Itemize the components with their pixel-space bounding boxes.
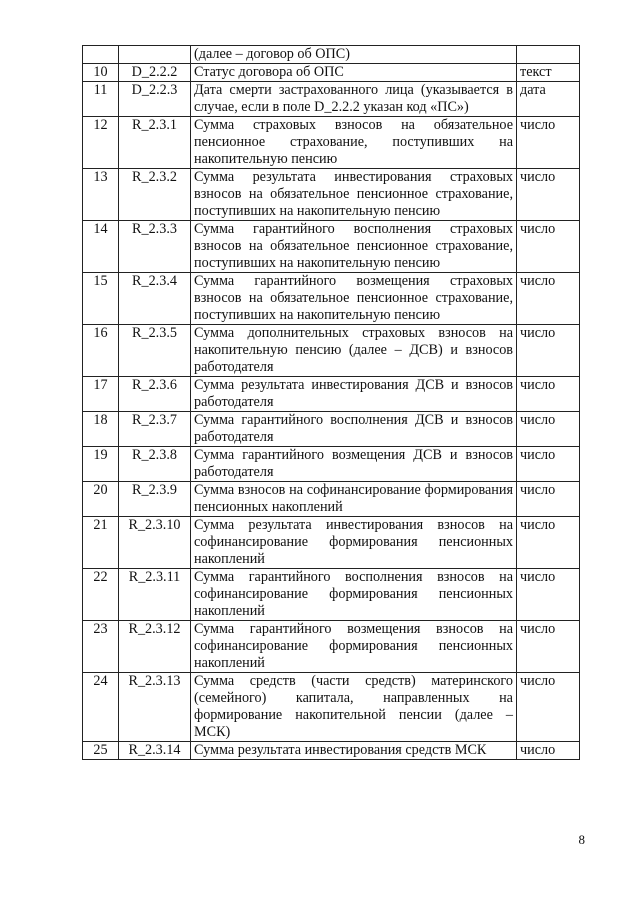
field-code: R_2.3.8	[119, 447, 191, 482]
table-row	[83, 377, 580, 412]
table-row	[83, 117, 580, 169]
page-number: 8	[578, 832, 585, 847]
field-description: Сумма средств (части средств) материнского (семейного) капитала, направленных на формирование накопительной пенсии (далее – МСК)	[191, 673, 517, 742]
field-code: D_2.2.3	[119, 82, 191, 117]
field-code: R_2.3.4	[119, 273, 191, 325]
table-row	[83, 46, 580, 64]
row-number: 18	[83, 412, 119, 447]
row-number: 22	[83, 569, 119, 621]
field-type: число	[517, 169, 580, 221]
row-number: 17	[83, 377, 119, 412]
field-type: число	[517, 482, 580, 517]
field-description: Сумма взносов на софинансирование формирования пенсионных накоплений	[191, 482, 517, 517]
field-description: Сумма гарантийного возмещения ДСВ и взносов работодателя	[191, 447, 517, 482]
row-number: 16	[83, 325, 119, 377]
field-description: Сумма гарантийного восполнения страховых взносов на обязательное пенсионное страхование, поступивших на накопительную пенсию	[191, 221, 517, 273]
table-row	[83, 569, 580, 621]
field-description: Сумма результата инвестирования средств МСК	[191, 742, 517, 760]
field-description: Сумма гарантийного восполнения взносов на софинансирование формирования пенсионных накоплений	[191, 569, 517, 621]
row-number: 25	[83, 742, 119, 760]
field-description: Сумма страховых взносов на обязательное пенсионное страхование, поступивших на накопительную пенсию	[191, 117, 517, 169]
field-type: число	[517, 673, 580, 742]
table-row	[83, 273, 580, 325]
table-row	[83, 621, 580, 673]
row-number: 24	[83, 673, 119, 742]
field-type: дата	[517, 82, 580, 117]
row-number	[83, 46, 119, 64]
field-description: Сумма гарантийного возмещения страховых взносов на обязательное пенсионное страхование, поступивших на накопительную пенсию	[191, 273, 517, 325]
field-type: число	[517, 447, 580, 482]
field-description: Статус договора об ОПС	[191, 64, 517, 82]
field-code: R_2.3.10	[119, 517, 191, 569]
row-number: 19	[83, 447, 119, 482]
field-code: R_2.3.13	[119, 673, 191, 742]
row-number: 10	[83, 64, 119, 82]
table-row	[83, 412, 580, 447]
field-type: число	[517, 569, 580, 621]
field-code: R_2.3.5	[119, 325, 191, 377]
table-row	[83, 447, 580, 482]
field-type: число	[517, 742, 580, 760]
row-number: 13	[83, 169, 119, 221]
field-type: число	[517, 221, 580, 273]
row-number: 21	[83, 517, 119, 569]
table-row	[83, 325, 580, 377]
field-code: R_2.3.1	[119, 117, 191, 169]
field-code: D_2.2.2	[119, 64, 191, 82]
table-row	[83, 169, 580, 221]
field-type: число	[517, 273, 580, 325]
field-description: Сумма гарантийного возмещения взносов на софинансирование формирования пенсионных накоплений	[191, 621, 517, 673]
field-type: число	[517, 621, 580, 673]
table-row	[83, 673, 580, 742]
row-number: 12	[83, 117, 119, 169]
row-number: 23	[83, 621, 119, 673]
field-code	[119, 46, 191, 64]
field-code: R_2.3.14	[119, 742, 191, 760]
field-type: число	[517, 517, 580, 569]
table-row	[83, 82, 580, 117]
field-description: Сумма гарантийного восполнения ДСВ и взносов работодателя	[191, 412, 517, 447]
field-description: (далее – договор об ОПС)	[191, 46, 517, 64]
table-row	[83, 517, 580, 569]
field-description: Дата смерти застрахованного лица (указывается в случае, если в поле D_2.2.2 указан код «ПС»)	[191, 82, 517, 117]
field-code: R_2.3.11	[119, 569, 191, 621]
field-type: число	[517, 377, 580, 412]
field-code: R_2.3.9	[119, 482, 191, 517]
table-row	[83, 482, 580, 517]
field-type: число	[517, 325, 580, 377]
field-type: число	[517, 117, 580, 169]
field-code: R_2.3.3	[119, 221, 191, 273]
field-code: R_2.3.7	[119, 412, 191, 447]
field-type: число	[517, 412, 580, 447]
table-row	[83, 64, 580, 82]
fields-table	[82, 45, 580, 760]
field-type	[517, 46, 580, 64]
row-number: 14	[83, 221, 119, 273]
row-number: 15	[83, 273, 119, 325]
field-description: Сумма результата инвестирования страховых взносов на обязательное пенсионное страхование, поступивших на накопительную пенсию	[191, 169, 517, 221]
field-description: Сумма дополнительных страховых взносов на накопительную пенсию (далее – ДСВ) и взносов работодателя	[191, 325, 517, 377]
field-description: Сумма результата инвестирования ДСВ и взносов работодателя	[191, 377, 517, 412]
table-row	[83, 742, 580, 760]
row-number: 11	[83, 82, 119, 117]
field-code: R_2.3.12	[119, 621, 191, 673]
field-type: текст	[517, 64, 580, 82]
field-code: R_2.3.6	[119, 377, 191, 412]
row-number: 20	[83, 482, 119, 517]
field-description: Сумма результата инвестирования взносов на софинансирование формирования пенсионных накоплений	[191, 517, 517, 569]
field-code: R_2.3.2	[119, 169, 191, 221]
table-row	[83, 221, 580, 273]
